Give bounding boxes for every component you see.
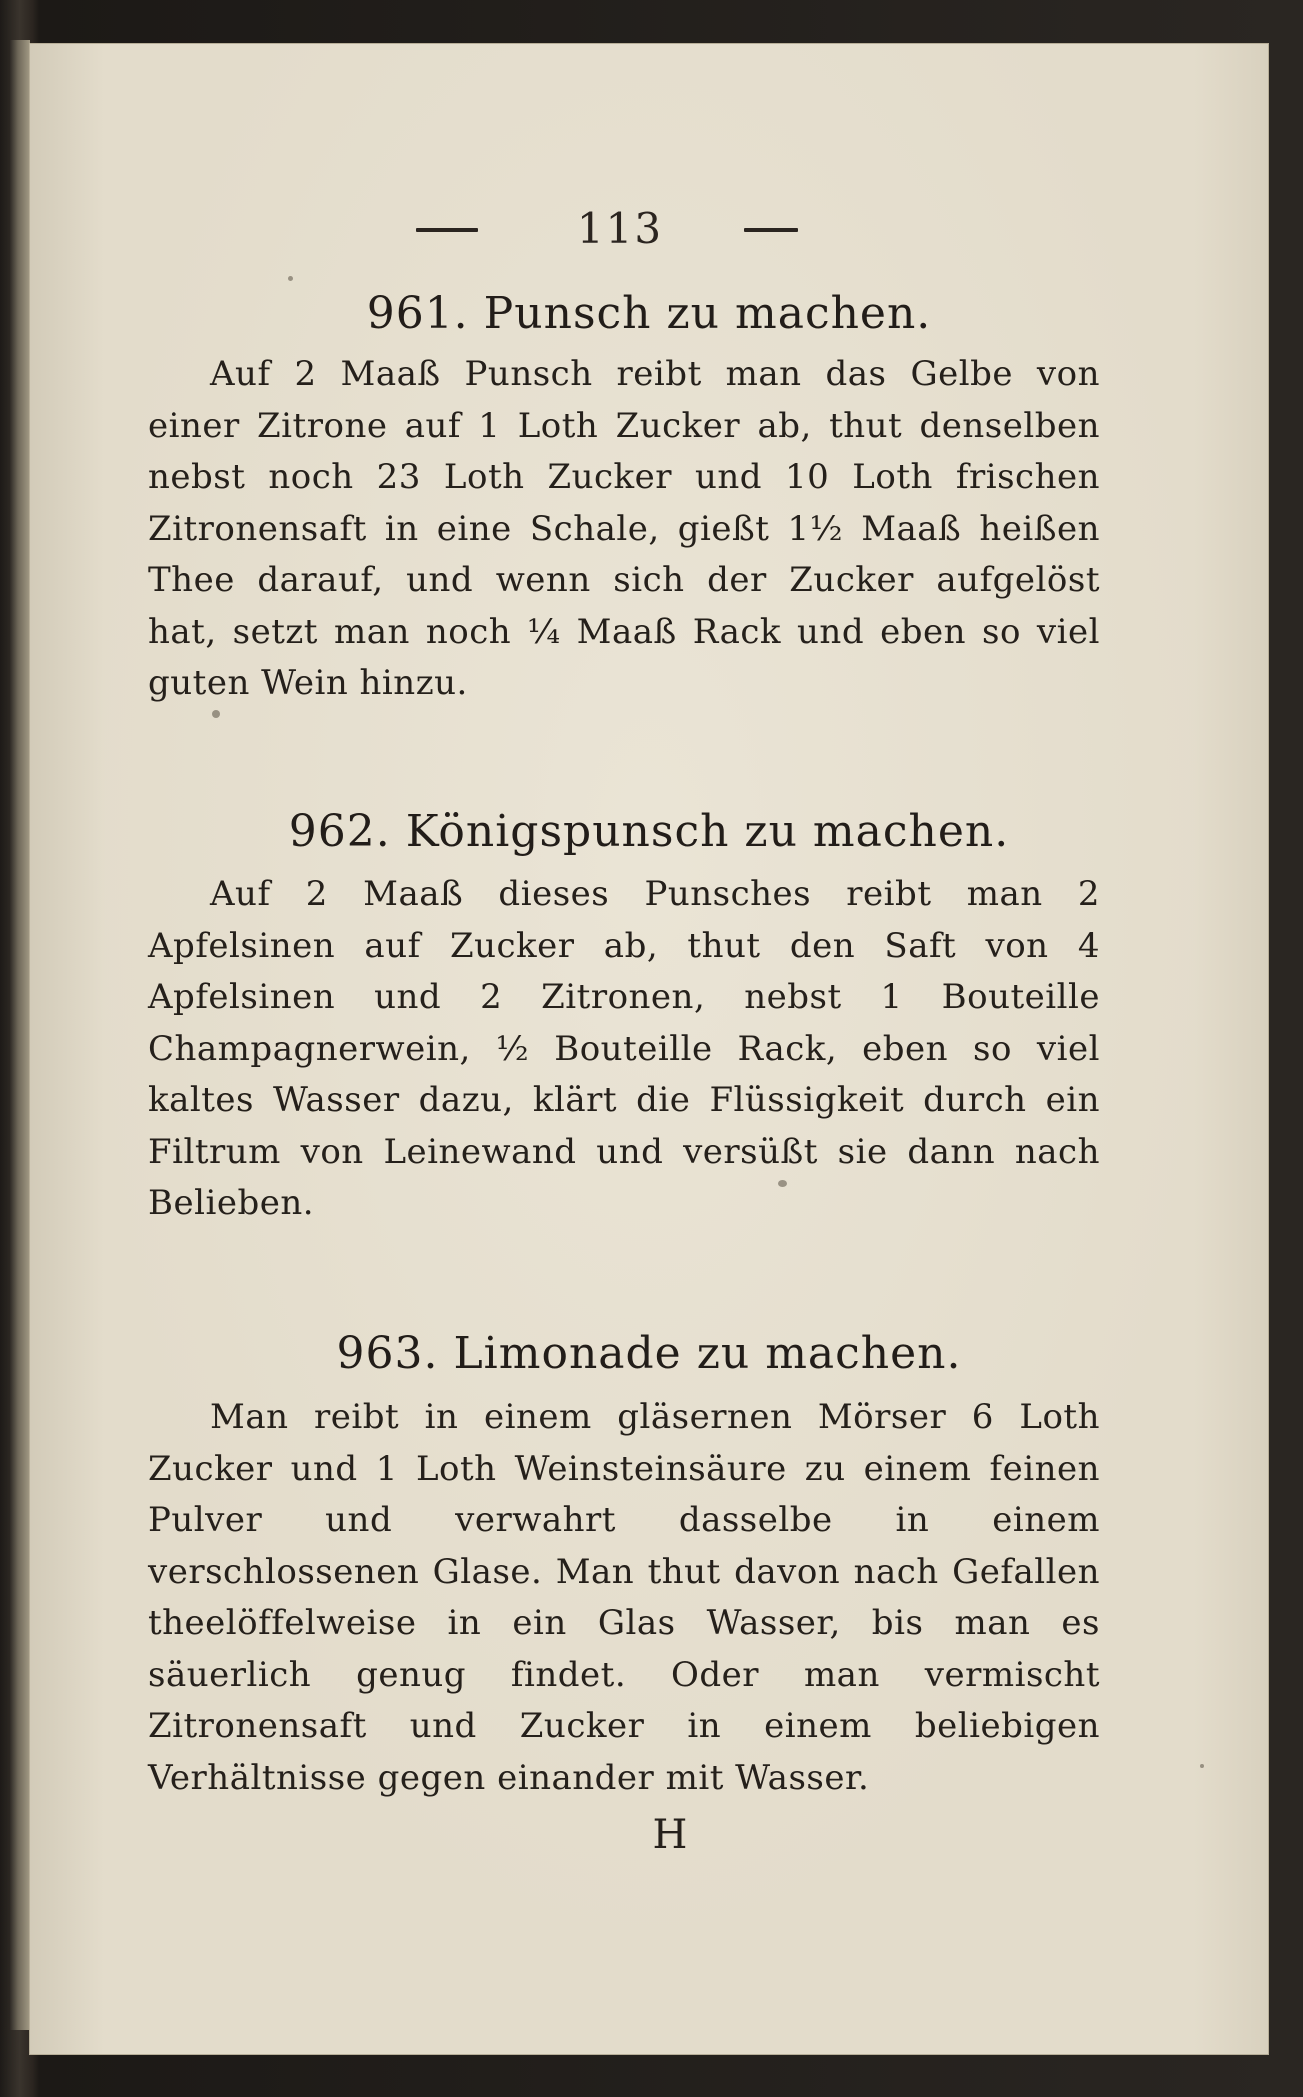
paper-speck [288, 276, 293, 281]
header-dash-left [416, 228, 478, 232]
recipe-body: Auf 2 Maaß Punsch reibt man das Gelbe von einer Zitrone auf 1 Loth Zucker ab, thut denselben nebst noch 23 Loth Zucker und 10 Loth frischen Zitronensaft in eine Schale, gießt 1½ Maaß heißen Thee darauf, und wenn sich der Zucker aufgelöst hat, setzt man noch ¼ Maaß Rack und eben so viel guten Wein hinzu. [148, 354, 1100, 703]
recipe-body: Auf 2 Maaß dieses Punsches reibt man 2 Apfelsinen auf Zucker ab, thut den Saft von 4 Apfelsinen und 2 Zitronen, nebst 1 Bouteille Champagnerwein, ½ Bouteille Rack, eben so viel kaltes Wasser dazu, klärt die Flüssigkeit durch ein Filtrum von Leinewand und versüßt sie dann nach Belieben. [148, 874, 1100, 1223]
recipe-heading: 963. Limonade zu machen. [336, 1328, 962, 1379]
recipe-body: Man reibt in einem gläsernen Mörser 6 Loth Zucker und 1 Loth Weinsteinsäure zu einem feinen Pulver und verwahrt dasselbe in einem verschlossenen Glase. Man thut davon nach Gefallen theelöffelweise in ein Glas Wasser, bis man es säuerlich genug findet. Oder man vermischt Zitronensaft und Zucker in einem beliebigen Verhältnisse gegen einander mit Wasser. [148, 1397, 1100, 1798]
paper-speck [778, 1180, 787, 1187]
recipe-text [148, 1392, 1100, 1804]
recipe-text [148, 869, 1100, 1230]
book-page [30, 44, 1268, 2054]
paper-speck [212, 710, 220, 718]
catchword: H [652, 1812, 688, 1858]
recipe-heading: 961. Punsch zu machen. [366, 288, 932, 339]
paper-speck [1200, 1764, 1204, 1768]
page-binding-edge [10, 40, 30, 2030]
page-number: 113 [576, 204, 664, 253]
header-dash-right [744, 228, 798, 232]
recipe-heading: 962. Königspunsch zu machen. [288, 806, 1010, 857]
recipe-text [148, 349, 1100, 710]
page-header [30, 204, 1268, 254]
